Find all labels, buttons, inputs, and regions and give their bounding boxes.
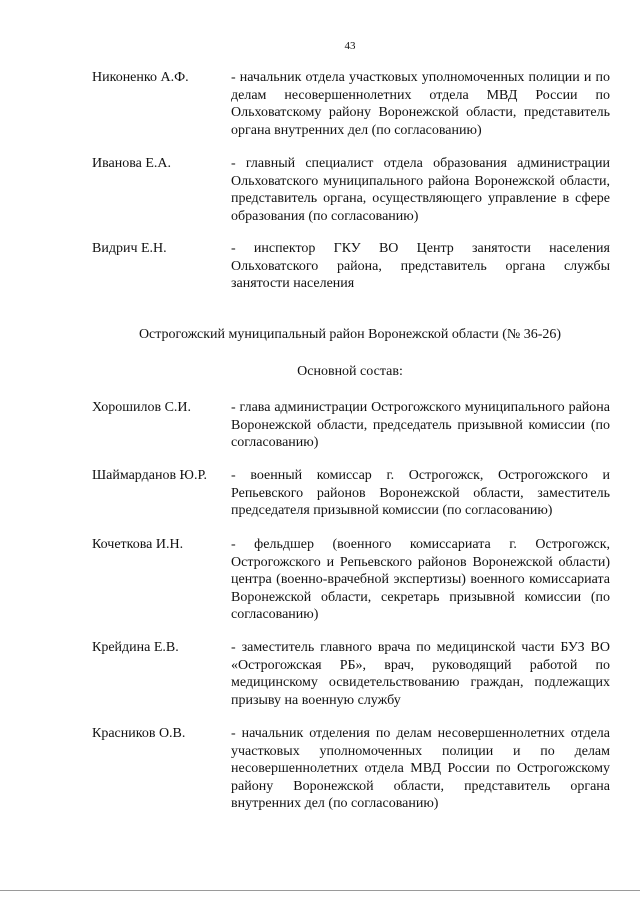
composition-heading: Основной состав: (297, 364, 403, 379)
member-name: Кочеткова И.Н. (92, 537, 184, 552)
page-number: 43 (344, 40, 356, 52)
member-role: - начальник отделения по делам несовершеннолетних отдела участковых уполномоченных полиции и по делам несовершеннолетних отдела МВД России по Острогожскому району Воронежской области, представитель органа внутренних дел (по согласованию) (231, 726, 610, 812)
member-name: Хорошилов С.И. (92, 400, 192, 415)
member-name: Шаймарданов Ю.Р. (92, 468, 207, 483)
page-bottom-divider (0, 890, 640, 891)
member-role: - военный комиссар г. Острогожск, Острогожского и Репьевского районов Воронежской области, заместитель председателя призывной комиссии (по согласованию) (231, 468, 610, 519)
member-name: Красников О.В. (92, 726, 186, 741)
member-role: - фельдшер (военного комиссариата г. Острогожск, Острогожского и Репьевского районов Воронежской области) центра (военно-врачебной экспертизы) военного комиссариата Воронежской области, секретарь призывной комиссии (по согласованию) (231, 537, 610, 623)
member-role: - заместитель главного врача по медицинской части БУЗ ВО «Острогожская РБ», врач, руководящий работой по медицинскому освидетельствованию граждан, подлежащих призыву на военную службу (231, 640, 610, 708)
member-name: Иванова Е.А. (92, 156, 172, 171)
member-role: - инспектор ГКУ ВО Центр занятости населения Ольховатского района, представитель органа службы занятости населения (231, 241, 610, 292)
member-role: - глава администрации Острогожского муниципального района Воронежской области, председатель призывной комиссии (по согласованию) (231, 400, 610, 451)
member-role: - начальник отдела участковых уполномоченных полиции и по делам несовершеннолетних отдела МВД России по Ольховатскому району Воронежской области, представитель органа внутренних дел (по согласованию) (231, 70, 610, 138)
member-name: Крейдина Е.В. (92, 640, 179, 655)
section-heading: Острогожский муниципальный район Воронежской области (№ 36-26) (138, 327, 562, 342)
member-name: Видрич Е.Н. (92, 241, 167, 256)
member-role: - главный специалист отдела образования администрации Ольховатского муниципального района Воронежской области, представитель органа, осуществляющего управление в сфере образования (по согласованию) (231, 156, 610, 224)
member-name: Никоненко А.Ф. (92, 70, 189, 85)
